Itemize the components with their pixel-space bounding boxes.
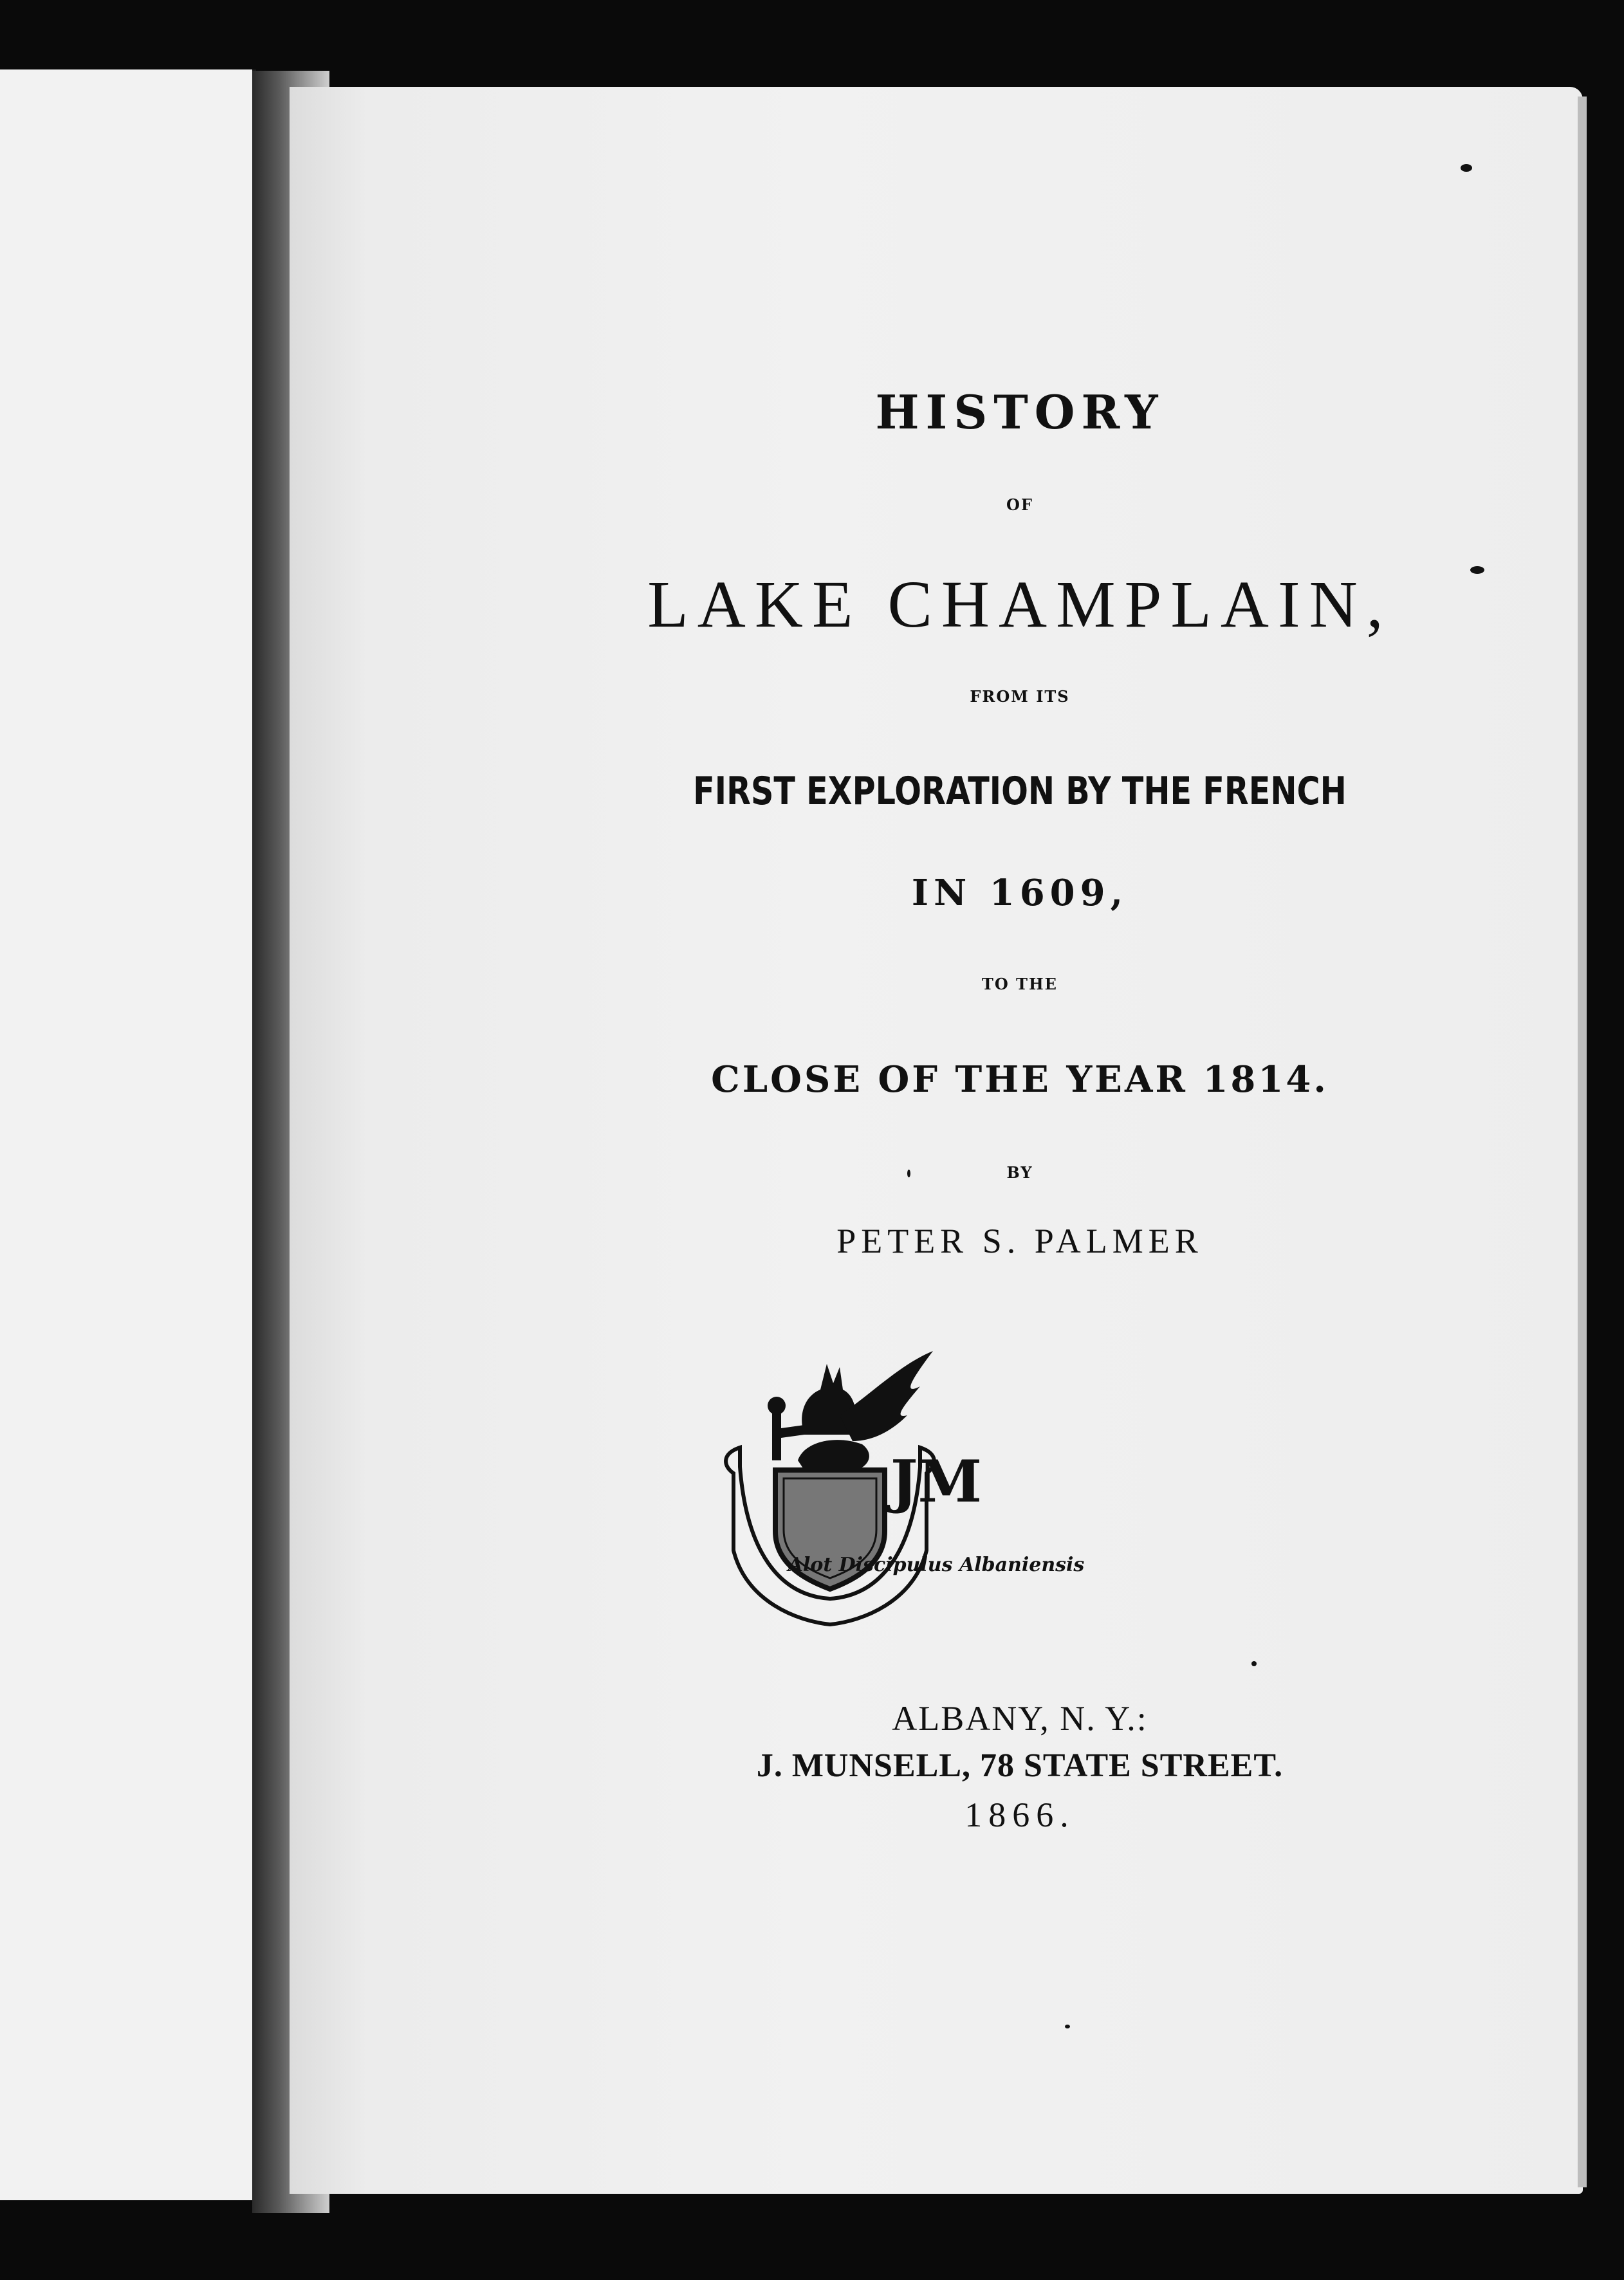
book-title: HISTORY (875, 385, 1165, 439)
subtitle-start-year: IN 1609, (911, 872, 1129, 914)
author-name: PETER S. PALMER (836, 1222, 1203, 1260)
scan-speck (1470, 566, 1484, 574)
scan-speck (1461, 164, 1472, 172)
imprint-city: ALBANY, N. Y.: (892, 1699, 1148, 1738)
title-connector-of: OF (1006, 495, 1033, 514)
emblem-motto: Alot Discipulus Albaniensis (788, 1554, 1085, 1576)
scan-speck (907, 1170, 910, 1177)
subtitle-first-exploration: FIRST EXPLORATION BY THE FRENCH (693, 769, 1347, 814)
scan-speck (1251, 1661, 1257, 1666)
emblem-monogram: JM (890, 1448, 983, 1516)
scan-speck (1065, 2025, 1070, 2028)
title-connector-by: BY (1006, 1163, 1033, 1182)
imprint-year: 1866. (964, 1796, 1075, 1834)
title-connector-to-the: TO THE (982, 975, 1058, 993)
imprint-publisher: J. MUNSELL, 78 STATE STREET. (756, 1747, 1284, 1784)
subtitle-end-year: CLOSE OF THE YEAR 1814. (711, 1058, 1329, 1101)
book-subject: LAKE CHAMPLAIN, (647, 567, 1392, 641)
facing-page-edge (0, 69, 256, 2200)
title-connector-from-its: FROM ITS (970, 687, 1070, 706)
